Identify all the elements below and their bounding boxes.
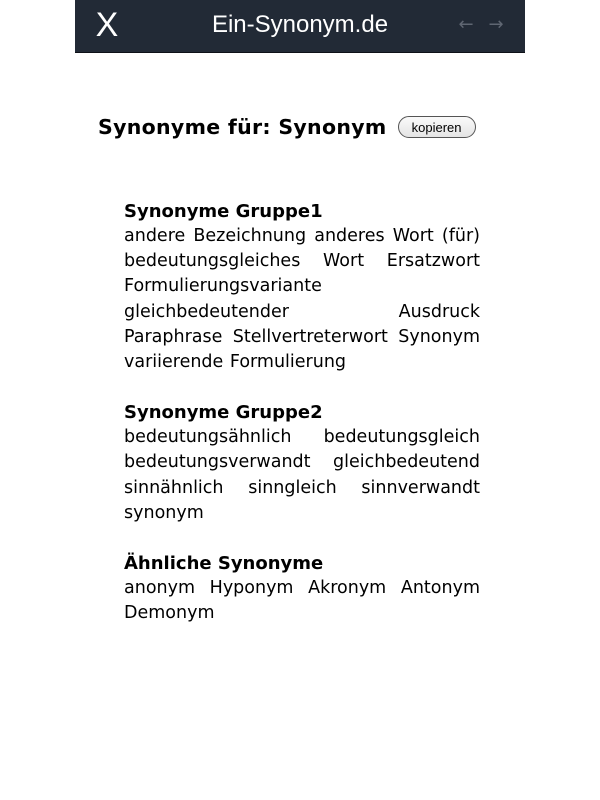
group-title: Synonyme Gruppe2 [124, 402, 323, 424]
synonym-link[interactable]: anderes Wort (für) [314, 226, 480, 246]
similar-synonyms-group [124, 551, 480, 626]
synonym-link[interactable]: bedeutungsgleiches Wort [124, 251, 365, 272]
synonym-link[interactable]: sinnähnlich [124, 477, 224, 498]
app-header [75, 0, 525, 53]
synonym-link[interactable]: Hyponym [209, 578, 294, 599]
synonym-group-2 [124, 400, 480, 526]
close-button[interactable]: X [95, 6, 119, 44]
synonym-link[interactable]: variierende Formulierung [124, 352, 347, 373]
synonym-group-1 [124, 199, 480, 375]
synonym-link[interactable]: anonym [124, 578, 196, 599]
synonym-list [124, 425, 480, 526]
synonym-list [124, 576, 480, 626]
synonym-link[interactable]: bedeutungsverwandt [124, 452, 311, 473]
synonym-link[interactable]: Formulierungsvariante [124, 276, 322, 297]
page-title: Synonyme für: Synonym [98, 115, 387, 139]
copy-button[interactable]: kopieren [398, 116, 476, 138]
synonym-link[interactable]: sinngleich [248, 477, 337, 498]
synonym-link[interactable]: gleichbedeutender Ausdruck [124, 301, 480, 322]
forward-arrow-icon[interactable]: → [488, 14, 504, 35]
heading-row [98, 108, 518, 146]
synonym-link[interactable]: Synonym [398, 326, 480, 347]
synonym-link[interactable]: sinnverwandt [361, 477, 480, 498]
synonym-link[interactable]: bedeutungsähnlich [124, 427, 292, 448]
synonym-link[interactable]: bedeutungsgleich [323, 427, 480, 448]
synonym-groups [124, 199, 480, 651]
synonym-link[interactable]: Demonym [124, 603, 215, 624]
synonym-link[interactable]: Stellvertreterwort [232, 326, 388, 347]
synonym-link[interactable]: gleichbedeutend [333, 452, 480, 473]
group-title: Ähnliche Synonyme [124, 553, 324, 575]
synonym-list [124, 224, 480, 375]
synonym-link[interactable]: andere Bezeichnung [124, 226, 307, 246]
site-title: Ein-Synonym.de [211, 11, 389, 38]
synonym-link[interactable]: Paraphrase [124, 326, 223, 347]
synonym-link[interactable]: Antonym [400, 578, 480, 599]
synonym-link[interactable]: Akronym [308, 578, 387, 599]
synonym-link[interactable]: synonym [124, 502, 204, 523]
synonym-link[interactable]: Ersatzwort [386, 251, 480, 272]
group-title: Synonyme Gruppe1 [124, 201, 323, 222]
back-arrow-icon[interactable]: ← [458, 14, 474, 35]
